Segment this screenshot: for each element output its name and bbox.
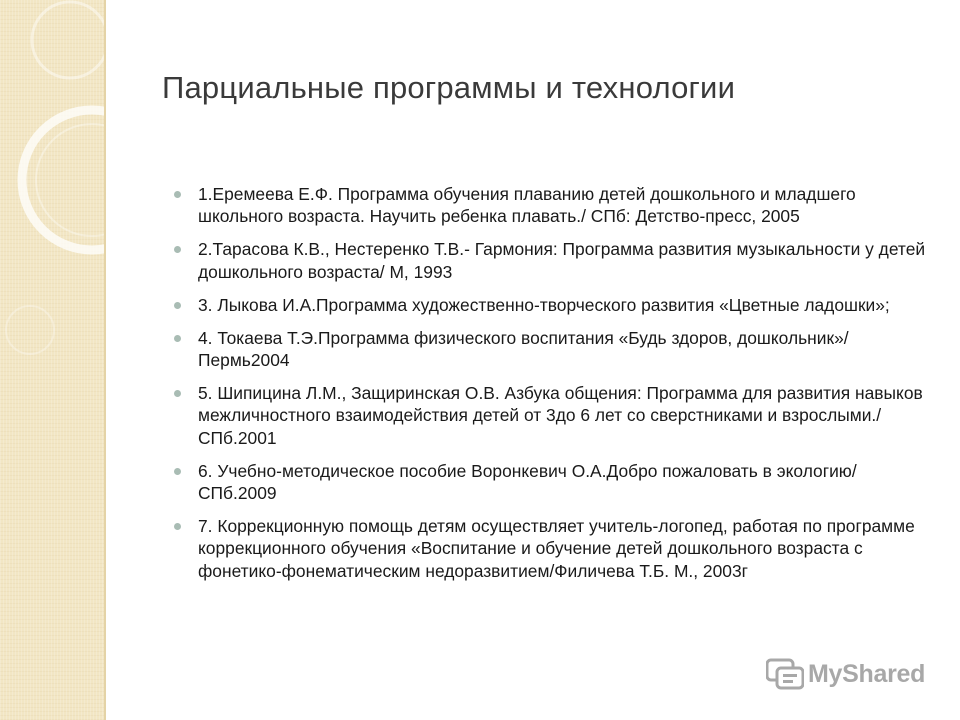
list-item — [174, 238, 934, 283]
bullet-icon — [174, 191, 181, 198]
list-item — [174, 294, 934, 316]
bullet-icon — [174, 390, 181, 397]
slide-title: Парциальные программы и технологии — [162, 70, 736, 105]
list-item — [174, 460, 934, 505]
watermark — [766, 654, 925, 694]
swirl-decoration-icon — [0, 0, 106, 720]
list-item-text: 6. Учебно-методическое пособие Воронкевич О.А.Добро пожаловать в экологию/ СПб.2009 — [198, 460, 857, 503]
list-item — [174, 327, 934, 372]
myshared-logo-icon — [766, 657, 804, 691]
decorative-sidebar — [0, 0, 106, 720]
bullet-icon — [174, 302, 181, 309]
list-item — [174, 183, 934, 228]
list-item-text: 3. Лыкова И.А.Программа художественно-творческого развития «Цветные ладошки»; — [198, 294, 890, 315]
bullet-icon — [174, 246, 181, 253]
watermark-label: MyShared — [808, 659, 926, 688]
list-item-text: 2.Тарасова К.В., Нестеренко Т.В.- Гармония: Программа развития музыкальности у детей дошкольного возраста/ М, 1993 — [198, 239, 926, 282]
bullet-icon — [174, 523, 181, 530]
list-item-text: 1.Еремеева Е.Ф. Программа обучения плаванию детей дошкольного и младшего школьного возраста. Научить ребенка плавать./ СПб: Детство-пресс, 2005 — [198, 184, 856, 227]
bullet-icon — [174, 335, 181, 342]
list-item — [174, 382, 934, 449]
sidebar-divider — [104, 0, 106, 720]
list-item-text: 7. Коррекционную помощь детям осуществляет учитель-логопед, работая по программе коррекционного обучения «Воспитание и обучение детей дошкольного возраста с фонетико-фонематическим недоразвитием/Филичева Т.Б. М., 2003г — [198, 515, 915, 581]
list-item-text: 5. Шипицина Л.М., Защиринская О.В. Азбука общения: Программа для развития навыков межличностного взаимодействия детей от 3до 6 лет со сверстниками и взрослыми./ СПб.2001 — [198, 382, 923, 448]
bullet-list — [174, 183, 934, 593]
bullet-icon — [174, 468, 181, 475]
list-item-text: 4. Токаева Т.Э.Программа физического воспитания «Будь здоров, дошкольник»/Пермь2004 — [198, 327, 849, 370]
list-item — [174, 515, 934, 582]
